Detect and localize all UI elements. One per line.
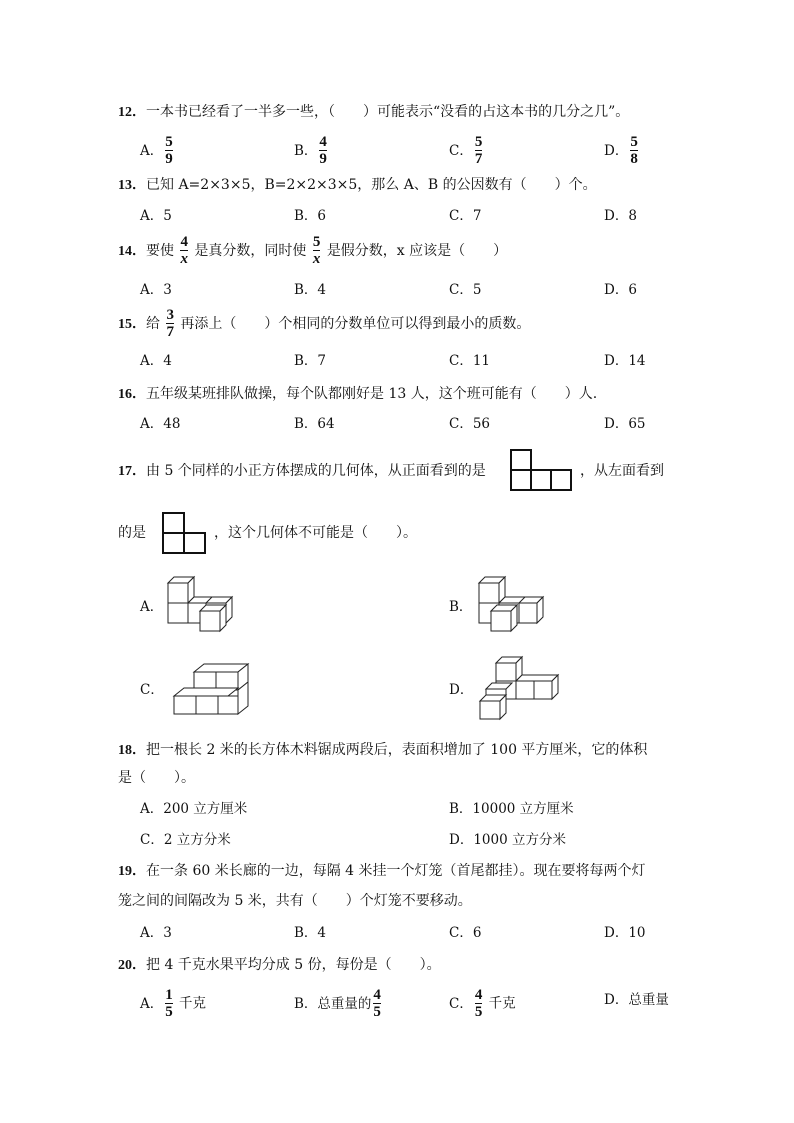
option-b[interactable]: B．6 — [294, 208, 327, 224]
question-17-line2: 的是 — [118, 525, 146, 541]
question-text: 五年级某班排队做操，每个队都刚好是 13 人，这个班可能有（ ）人. — [146, 386, 598, 402]
option-d[interactable]: D． $\frac{5}{8}$ — [604, 134, 638, 167]
question-12-stem — [118, 102, 629, 123]
option-a[interactable]: A．3 — [140, 925, 172, 941]
question-17-line1: 17．由 5 个同样的小正方体摆成的几何体，从正面看到的是 — [118, 463, 486, 479]
question-19-line1: 19．在一条 60 米长廊的一边，每隔 4 米挂一个灯笼（首尾都挂）。现在要将每两个灯 — [118, 863, 646, 879]
option-c[interactable]: C．56 — [449, 416, 491, 432]
option-d[interactable]: D．10 — [604, 925, 646, 941]
option-c[interactable]: C．7 — [449, 208, 482, 224]
option-a[interactable]: A．4 — [140, 353, 172, 369]
option-b[interactable]: B． $\frac{4}{9}$ — [294, 134, 327, 167]
option-b[interactable]: B．7 — [294, 353, 327, 369]
fraction: $\frac{3}{7}$ — [166, 307, 174, 340]
question-number: 17． — [118, 464, 146, 479]
option-b[interactable]: B．总重量的 $\frac{4}{5}$ — [294, 987, 381, 1020]
question-15-stem: 15．给 $\frac{3}{7}$ 再添上（ ）个相同的分数单位可以得到最小的质数。 — [118, 307, 531, 340]
option-c[interactable]: C．6 — [449, 925, 482, 941]
question-17-line1-end: ，从左面看到 — [580, 463, 664, 479]
fraction: $\frac{5}{8}$ — [630, 134, 638, 167]
question-number: 19． — [118, 864, 146, 879]
question-number: 18． — [118, 743, 146, 758]
fraction: $\frac{5}{9}$ — [165, 134, 173, 167]
question-number: 13． — [118, 178, 146, 193]
option-d[interactable]: D．1000 立方分米 — [449, 832, 566, 848]
question-number: 12． — [118, 105, 146, 120]
question-14-stem: 14．要使 $\frac{4}{x}$ 是真分数，同时使 $\frac{5}{x}$ 是假分数，x 应该是（ ） — [118, 234, 508, 267]
fraction: $\frac{4}{5}$ — [373, 987, 381, 1020]
cube-figure-b — [475, 575, 547, 635]
fraction: $\frac{4}{9}$ — [319, 134, 327, 167]
option-c[interactable]: C． — [140, 682, 164, 698]
cube-figure-c — [172, 662, 252, 718]
option-a[interactable]: A． — [140, 599, 164, 615]
question-17-line2-end: ，这个几何体不可能是（ ）。 — [214, 525, 417, 541]
fraction: $\frac{4}{5}$ — [474, 987, 483, 1020]
option-a[interactable]: A．5 — [140, 208, 172, 224]
option-b[interactable]: B．10000 立方厘米 — [449, 801, 574, 817]
option-d[interactable]: D．65 — [604, 416, 646, 432]
option-a[interactable]: A． $\frac{5}{9}$ — [140, 134, 173, 167]
option-c[interactable]: C． $\frac{5}{7}$ — [449, 134, 483, 167]
option-a[interactable]: A．200 立方厘米 — [140, 801, 248, 817]
fraction: $\frac{1}{5}$ — [165, 987, 173, 1020]
question-20-stem — [118, 955, 441, 976]
question-13-stem — [118, 175, 597, 196]
question-number: 20． — [118, 958, 146, 973]
question-18-line2: 是（ ）。 — [118, 770, 195, 786]
option-d[interactable]: D．14 — [604, 353, 646, 369]
option-b[interactable]: B．64 — [294, 416, 335, 432]
option-c[interactable]: C． $\frac{4}{5}$ 千克 — [449, 987, 516, 1020]
option-d[interactable]: D． — [449, 682, 474, 698]
option-c[interactable]: C．5 — [449, 282, 482, 298]
option-d[interactable]: D．6 — [604, 282, 637, 298]
option-c[interactable]: C．11 — [449, 353, 491, 369]
question-number: 14． — [118, 244, 146, 259]
question-text: 已知 A=2×3×5，B=2×2×3×5，那么 A、B 的公因数有（ ）个。 — [146, 177, 597, 193]
fraction: $\frac{5}{x}$ — [312, 234, 321, 267]
cube-figure-a — [166, 575, 238, 635]
option-a[interactable]: A．48 — [140, 416, 181, 432]
question-16-stem — [118, 384, 597, 405]
option-a[interactable]: A． $\frac{1}{5}$ 千克 — [140, 987, 207, 1020]
option-d[interactable]: D．8 — [604, 208, 637, 224]
option-a[interactable]: A．3 — [140, 282, 172, 298]
option-b[interactable]: B．4 — [294, 282, 327, 298]
fraction: $\frac{5}{7}$ — [474, 134, 483, 167]
question-text: 把 4 千克水果平均分成 5 份，每份是（ ）。 — [146, 957, 441, 973]
option-b[interactable]: B． — [449, 599, 473, 615]
left-view-figure — [162, 512, 206, 554]
option-b[interactable]: B．4 — [294, 925, 327, 941]
question-number: 16． — [118, 387, 146, 402]
front-view-figure — [510, 449, 572, 491]
cube-figure-d — [476, 655, 560, 721]
question-number: 15． — [118, 317, 146, 332]
option-c[interactable]: C．2 立方分米 — [140, 832, 231, 848]
question-18-line1: 18．把一根长 2 米的长方体木料锯成两段后，表面积增加了 100 平方厘米，它的体积 — [118, 742, 648, 758]
option-d[interactable]: D．总重量 — [604, 992, 669, 1008]
question-19-line2: 笼之间的间隔改为 5 米，共有（ ）个灯笼不要移动。 — [118, 893, 472, 909]
fraction: $\frac{4}{x}$ — [180, 234, 188, 267]
question-text: 一本书已经看了一半多一些，（ ）可能表示“没看的占这本书的几分之几”。 — [146, 104, 630, 120]
